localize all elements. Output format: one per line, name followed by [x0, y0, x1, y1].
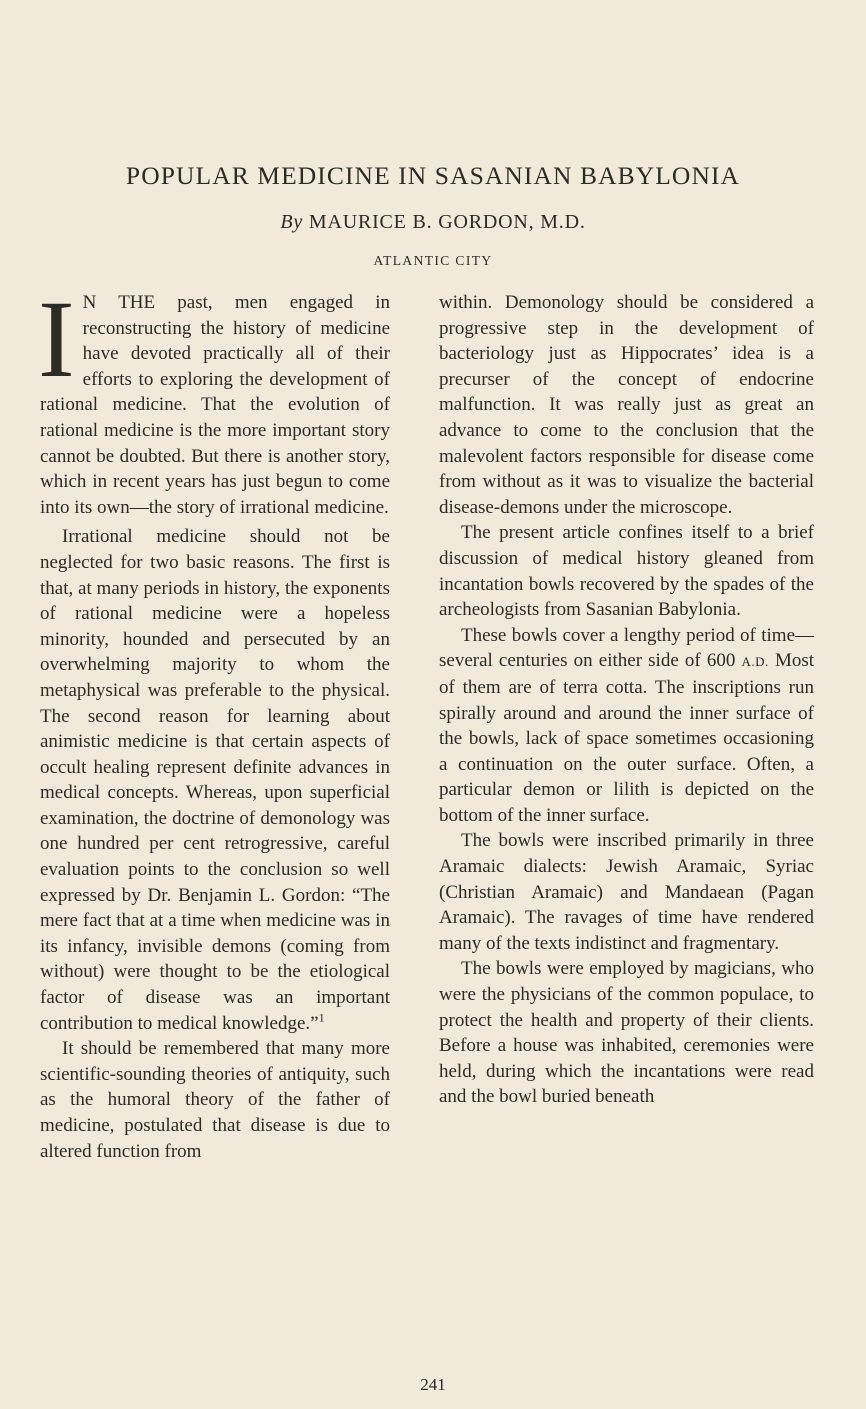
left-column: [38, 278, 390, 1164]
byline: [0, 209, 866, 235]
page-number: 241: [420, 1375, 446, 1394]
paragraph-3: It should be remembered that many more scientific-sounding theories of antiquity, such as the humoral theory of the father of medicine, postulated that disease is due to altered function from: [40, 1038, 390, 1162]
right-column: [439, 290, 814, 1110]
paragraph-1-text: N THE past, men engaged in reconstructing the history of medicine have devoted practically all of their efforts to exploring the development of rational medicine. That the evolution of rational medicine is the more important story cannot be doubted. But there is another story, which in recent years has just begun to come into its own—the story of irrational medicine.: [40, 292, 390, 518]
article-title: POPULAR MEDICINE IN SASANIAN BABYLONIA: [125, 161, 741, 190]
author-location: ATLANTIC CITY: [373, 253, 493, 268]
byline-by: By: [280, 211, 304, 233]
era-label: A.D.: [741, 654, 769, 670]
paragraph-6-text-b: Most of them are of terra cotta. The inscriptions run spirally around and around the inner surface of the bowls, lack of space sometimes occasioning a continuation on the outer surface. Often, a particular demon or lilith is depicted on the bottom of the inner surface.: [439, 650, 815, 826]
paragraph-6: [439, 623, 814, 829]
author-name: MAURICE B. GORDON, M.D.: [308, 211, 586, 233]
paragraph-4: within. Demonology should be considered a progressive step in the development of bacteriology just as Hippocrates’ idea is a precurser of the concept of endocrine malfunction. It was really just as great an advance to come to the conclusion that the malevolent factors responsible for disease come from without as it was to visualize the bacterial disease-demons under the microscope.: [439, 292, 814, 518]
paragraph-5: The present article confines itself to a brief discussion of medical history gleaned from incantation bowls recovered by the spades of the archeologists from Sasanian Babylonia.: [439, 522, 814, 621]
paragraph-1: [38, 278, 390, 520]
paragraph-2-text: Irrational medicine should not be neglected for two basic reasons. The first is that, at many periods in history, the exponents of rational medicine were a hopeless minority, hounded and persecuted by an overwhelming majority to whom the metaphysical was preferable to the physical. The second reason for learning about animistic medicine is that certain aspects of occult healing represent definite advances in medical concepts. Whereas, upon superficial examination, the doctrine of demonology was one hundred per cent retrogressive, careful evaluation points to the conclusion so well expressed by Dr. Benjamin L. Gordon: “The mere fact that at a time when medicine was in its infancy, invisible demons (coming from without) were thought to be the etiological factor of disease was an important contribution to medical knowledge.”: [40, 526, 390, 1034]
drop-cap: I: [38, 278, 75, 400]
paragraph-2: [40, 524, 390, 1036]
paragraph-8: The bowls were employed by magicians, who were the physicians of the common populace, to protect the health and property of their clients. Before a house was inhabited, ceremonies were held, during which the incantations were read and the bowl buried beneath: [439, 958, 814, 1108]
paragraph-6-text-a: These bowls cover a lengthy period of time—several centuries on either side of 600: [439, 624, 814, 672]
footnote-marker: 1: [318, 1010, 325, 1025]
paragraph-7: The bowls were inscribed primarily in three Aramaic dialects: Jewish Aramaic, Syriac (Christian Aramaic) and Mandaean (Pagan Aramaic). The ravages of time have rendered many of the texts indistinct and fragmentary.: [439, 830, 814, 954]
